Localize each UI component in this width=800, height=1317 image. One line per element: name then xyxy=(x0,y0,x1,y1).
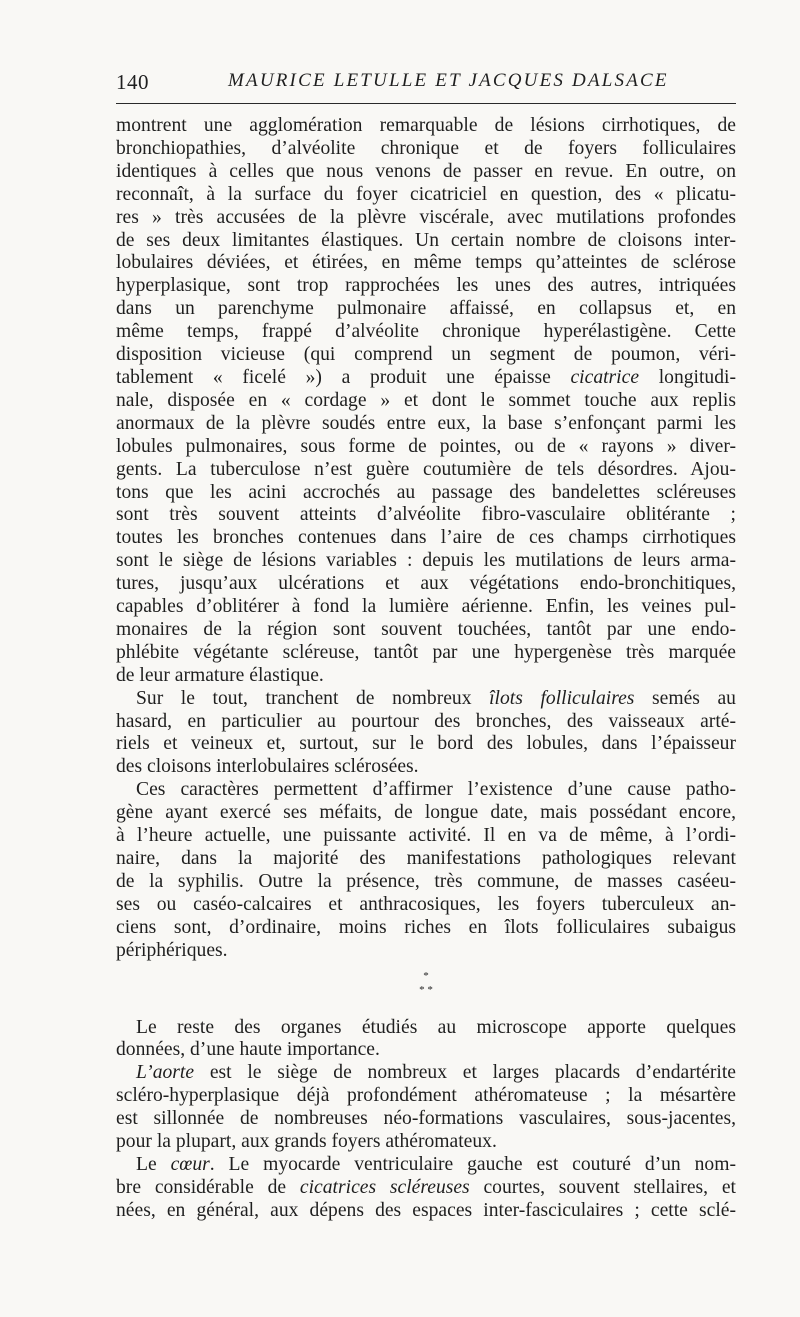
text-line: naire, dans la majorité des manifestations pathologiques relevant xyxy=(116,848,736,869)
text-line: bre considérable de cicatrices scléreuses courtes, souvent stellaires, et xyxy=(116,1176,736,1198)
header-rule xyxy=(116,103,736,104)
text-line: données, d’une haute importance. xyxy=(116,1039,380,1061)
text-line: pour la plupart, aux grands foyers athéromateux. xyxy=(116,1131,497,1153)
text-line: est sillonnée de nombreuses néo-formations vasculaires, sous-jacentes, xyxy=(116,1108,736,1130)
running-title: MAURICE LETULLE ET JACQUES DALSACE xyxy=(228,70,669,91)
section-separator xyxy=(116,963,736,1003)
text-line: de leur armature élastique. xyxy=(116,664,324,686)
text-line: reconnaît, à la surface du foyer cicatriciel en question, des « plicatu- xyxy=(116,183,736,205)
text-line: L’aorte est le siège de nombreux et larges placards d’endartérite xyxy=(136,1062,736,1084)
text-line: riels et veineux et, surtout, sur le bord des lobules, dans l’épaisseur xyxy=(116,733,736,755)
text-line: de la syphilis. Outre la présence, très commune, de masses caséeu- xyxy=(116,870,736,892)
text-line: gents. La tuberculose n’est guère coutumière de tels désordres. Ajou- xyxy=(116,458,736,480)
italic-term: îlots folliculaires xyxy=(489,687,635,709)
text-line: disposition vicieuse (qui comprend un segment de poumon, véri- xyxy=(116,344,736,366)
text-line: scléro-hyperplasique déjà profondément athéromateuse ; la mésartère xyxy=(116,1085,736,1107)
separator-star: * xyxy=(423,969,429,982)
text-line: sont très souvent atteints d’alvéolite fibro-vasculaire oblitérante ; xyxy=(116,504,736,526)
text-line: à l’heure actuelle, une puissante activité. Il en va de même, à l’ordi- xyxy=(116,825,736,847)
italic-term: cicatrices scléreuses xyxy=(299,1176,470,1198)
page-header xyxy=(116,70,736,100)
text-line: anormaux de la plèvre soudés entre eux, la base s’enfonçant parmi les xyxy=(116,412,736,434)
text-line: Ces caractères permettent d’affirmer l’existence d’une cause patho- xyxy=(136,779,736,801)
text-line: bronchiopathies, d’alvéolite chronique et de foyers folliculaires xyxy=(116,137,736,159)
text-line: tures, jusqu’aux ulcérations et aux végétations endo-bronchitiques, xyxy=(116,573,736,595)
separator-stars: * * xyxy=(419,983,433,996)
text-line: ciens sont, d’ordinaire, moins riches en îlots folliculaires subaigus xyxy=(116,916,736,938)
text-line: nale, disposée en « cordage » et dont le sommet touche aux replis xyxy=(116,389,736,411)
text-line: dans un parenchyme pulmonaire affaissé, en collapsus et, en xyxy=(116,298,736,320)
italic-term: cicatrice xyxy=(570,366,640,388)
text-line: gène ayant exercé ses méfaits, de longue date, mais possédant encore, xyxy=(116,802,736,824)
text-line: tons que les acini accrochés au passage des bandelettes scléreuses xyxy=(116,481,736,503)
text-line: tablement « ficelé ») a produit une épaisse cicatrice longitudi- xyxy=(116,366,736,388)
text-line: Le reste des organes étudiés au microscope apporte quelques xyxy=(136,1016,736,1038)
text-line: ses ou caséo-calcaires et anthracosiques, les foyers tuberculeux an- xyxy=(116,893,736,915)
text-line: monaires de la région sont souvent touchées, tantôt par une endo- xyxy=(116,618,736,640)
body-text xyxy=(116,115,736,1223)
text-line: nées, en général, aux dépens des espaces inter-fasciculaires ; cette sclé- xyxy=(116,1199,736,1221)
text-line: Sur le tout, tranchent de nombreux îlots folliculaires semés au xyxy=(136,687,736,709)
page-number: 140 xyxy=(116,70,149,94)
text-line: toutes les bronches contenues dans l’aire de ces champs cirrhotiques xyxy=(116,527,736,549)
text-line: identiques à celles que nous venons de passer en revue. En outre, on xyxy=(116,160,736,182)
text-line: res » très accusées de la plèvre viscérale, avec mutilations profondes xyxy=(116,206,736,228)
text-line: même temps, frappé d’alvéolite chronique hyperélastigène. Cette xyxy=(116,321,736,343)
text-line: des cloisons interlobulaires sclérosées. xyxy=(116,756,419,778)
text-line: lobulaires déviées, et étirées, en même temps qu’atteintes de sclérose xyxy=(116,252,736,274)
italic-term: L’aorte xyxy=(136,1062,195,1084)
text-line: Le cœur. Le myocarde ventriculaire gauche est couturé d’un nom- xyxy=(136,1153,736,1175)
text-line: périphériques. xyxy=(116,939,228,961)
text-line: phlébite végétante scléreuse, tantôt par une hypergenèse très marquée xyxy=(116,641,736,663)
text-line: lobules pulmonaires, sous forme de pointes, ou de « rayons » diver- xyxy=(116,435,736,457)
text-line: hasard, en particulier au pourtour des bronches, des vaisseaux arté- xyxy=(116,710,736,732)
text-line: de ses deux limitantes élastiques. Un certain nombre de cloisons inter- xyxy=(116,229,736,251)
italic-term: cœur xyxy=(170,1153,210,1175)
text-line: hyperplasique, sont trop rapprochées les unes des autres, intriquées xyxy=(116,275,736,297)
text-line: capables d’oblitérer à fond la lumière aérienne. Enfin, les veines pul- xyxy=(116,596,736,618)
text-line: sont le siège de lésions variables : depuis les mutilations de leurs arma- xyxy=(116,550,736,572)
text-line: montrent une agglomération remarquable de lésions cirrhotiques, de xyxy=(116,115,736,136)
